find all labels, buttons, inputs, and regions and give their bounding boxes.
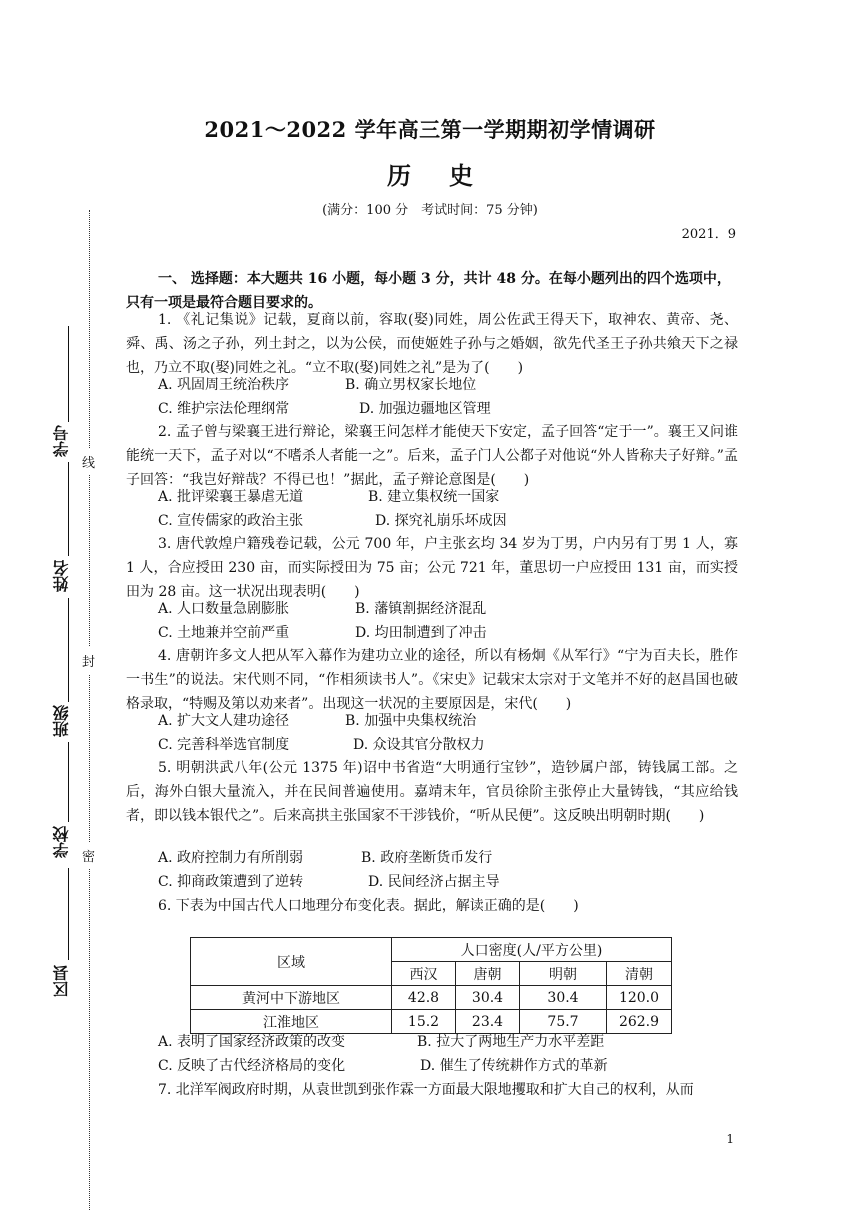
page-number: 1 <box>726 1132 734 1146</box>
table-cell-region: 江淮地区 <box>191 1010 392 1034</box>
question-4 <box>126 644 738 717</box>
table-row <box>191 1010 672 1034</box>
question-2 <box>126 420 738 493</box>
binding-char-feng: 封 <box>82 647 95 674</box>
q5-option-c[interactable]: C. 抑商政策遭到了逆转 <box>158 874 304 890</box>
table-cell: 23.4 <box>456 1010 520 1034</box>
q4-option-b[interactable]: B. 加强中央集权统治 <box>345 713 477 729</box>
section-heading <box>126 267 738 311</box>
exam-meta: (满分：100 分 考试时间：75 分钟) <box>322 203 538 218</box>
binding-char-mi: 密 <box>82 842 95 869</box>
side-label-name: 姓名 <box>52 560 71 592</box>
exam-title: 2021～2022 学年高三第一学期期初学情调研 <box>204 117 656 142</box>
exam-date: 2021．9 <box>681 227 736 242</box>
q5-option-d[interactable]: D. 民间经济占据主导 <box>368 874 500 890</box>
q2-option-a[interactable]: A. 批评梁襄王暴虐无道 <box>158 489 304 505</box>
table-cell: 120.0 <box>607 986 672 1010</box>
table-period: 西汉 <box>392 962 456 986</box>
q3-option-b[interactable]: B. 藩镇割据经济混乱 <box>355 601 487 617</box>
table-period: 唐朝 <box>456 962 520 986</box>
subject-title: 历史 <box>387 161 511 190</box>
q1-option-d[interactable]: D. 加强边疆地区管理 <box>359 401 491 417</box>
q5-option-a[interactable]: A. 政府控制力有所削弱 <box>158 850 304 866</box>
table-cell-region: 黄河中下游地区 <box>191 986 392 1010</box>
table-cell: 75.7 <box>520 1010 607 1034</box>
q1-option-a[interactable]: A. 巩固周王统治秩序 <box>158 377 290 393</box>
question-5-stem: 5. 明朝洪武八年(公元 1375 年)诏中书省造“大明通行宝钞”，造钞属户部，铸钱属工部。之后，海外白银大量流入，并在民间普遍使用。嘉靖末年，官员徐阶主张停止大量铸钱，“其应给钱者，即以钱本银代之”。后来高拱主张国家不干涉钱价，“听从民便”。这反映出明朝时期( ) <box>126 760 738 825</box>
q6-option-b[interactable]: B. 拉大了两地生产力水平差距 <box>417 1034 605 1050</box>
table-row <box>191 986 672 1010</box>
question-6 <box>126 894 738 918</box>
table-header-region: 区域 <box>191 938 392 986</box>
table-cell: 30.4 <box>456 986 520 1010</box>
q1-option-c[interactable]: C. 维护宗法伦理纲常 <box>158 401 290 417</box>
question-3 <box>126 532 738 605</box>
side-label-student-id: 学号 <box>52 425 71 457</box>
q2-option-d[interactable]: D. 探究礼崩乐坏成因 <box>375 513 507 529</box>
q4-option-c[interactable]: C. 完善科举选官制度 <box>158 737 290 753</box>
q5-option-b[interactable]: B. 政府垄断货币发行 <box>361 850 493 866</box>
fill-line-student-id[interactable] <box>68 326 69 422</box>
q2-option-b[interactable]: B. 建立集权统一国家 <box>368 489 500 505</box>
q3-option-d[interactable]: D. 均田制遭到了冲击 <box>355 625 487 641</box>
q3-option-a[interactable]: A. 人口数量急剧膨胀 <box>158 601 290 617</box>
side-label-school: 学校 <box>52 826 71 858</box>
table-period: 明朝 <box>520 962 607 986</box>
section-heading-line2: 只有一项是最符合题目要求的。 <box>126 295 322 311</box>
table-period: 清朝 <box>607 962 672 986</box>
question-7-stem: 7. 北洋军阀政府时期，从袁世凯到张作霖一方面最大限地攫取和扩大自己的权利，从而 <box>158 1082 694 1098</box>
fill-line-name[interactable] <box>68 462 69 556</box>
fill-line-district[interactable] <box>68 868 69 960</box>
question-7 <box>126 1078 738 1102</box>
question-1 <box>126 308 738 381</box>
table-cell: 42.8 <box>392 986 456 1010</box>
q6-option-d[interactable]: D. 催生了传统耕作方式的革新 <box>420 1058 608 1074</box>
question-3-stem: 3. 唐代敦煌户籍残卷记载，公元 700 年，户主张玄均 34 岁为丁男，户内另有丁男 1 人，寡 1 人，合应授田 230 亩，而实际授田为 75 亩；公元 721 年，董思切一户应授田 131 亩，而实授田为 28 亩。这一状况出现表明( ) <box>126 536 738 601</box>
population-density-table <box>190 937 672 1034</box>
q3-option-c[interactable]: C. 土地兼并空前严重 <box>158 625 290 641</box>
q4-option-d[interactable]: D. 众设其官分散权力 <box>353 737 485 753</box>
fill-line-school[interactable] <box>68 742 69 822</box>
table-cell: 15.2 <box>392 1010 456 1034</box>
side-label-district: 区县 <box>52 965 71 997</box>
table-cell: 262.9 <box>607 1010 672 1034</box>
table-header-density: 人口密度(人/平方公里) <box>392 938 672 962</box>
binding-dotted-line <box>89 210 90 1210</box>
question-5 <box>126 756 738 829</box>
question-2-stem: 2. 孟子曾与梁襄王进行辩论，梁襄王问怎样才能使天下安定，孟子回答“定于一”。襄王又问谁能统一天下，孟子对以“不嗜杀人者能一之”。后来，孟子门人公都子对他说“外人皆称夫子好辩。”孟子回答：“我岂好辩哉？不得已也！”据此，孟子辩论意图是( ) <box>126 424 738 489</box>
q6-option-a[interactable]: A. 表明了国家经济政策的改变 <box>158 1034 346 1050</box>
binding-char-xian: 线 <box>82 448 95 475</box>
question-4-stem: 4. 唐朝许多文人把从军入幕作为建功立业的途径，所以有杨炯《从军行》“宁为百夫长，胜作一书生”的说法。宋代则不同，“作相须读书人”。《宋史》记载宋太宗对于文笔并不好的赵昌国也破格录取，“特赐及第以劝来者”。出现这一状况的主要原因是，宋代( ) <box>126 648 738 713</box>
q2-option-c[interactable]: C. 宣传儒家的政治主张 <box>158 513 304 529</box>
q6-option-c[interactable]: C. 反映了古代经济格局的变化 <box>158 1058 346 1074</box>
q4-option-a[interactable]: A. 扩大文人建功途径 <box>158 713 290 729</box>
section-heading-line1: 一、 选择题：本大题共 16 小题，每小题 3 分，共计 48 分。在每小题列出的四个选项中， <box>158 271 731 287</box>
q1-option-b[interactable]: B. 确立男权家长地位 <box>345 377 477 393</box>
question-1-stem: 1. 《礼记集说》记载，夏商以前，容取(娶)同姓，周公佐武王得天下，取神农、黄帝、尧、舜、禹、汤之子孙，列土封之，以为公侯，而使姬姓子孙与之婚姻，欲先代圣王子孙共飨天下之禄也，乃立不取(娶)同姓之礼。“立不取(娶)同姓之礼”是为了( ) <box>126 312 738 377</box>
question-6-stem: 6. 下表为中国古代人口地理分布变化表。据此，解读正确的是( ) <box>158 898 579 914</box>
table-cell: 30.4 <box>520 986 607 1010</box>
side-label-class: 班级 <box>52 705 71 737</box>
fill-line-class[interactable] <box>68 598 69 702</box>
